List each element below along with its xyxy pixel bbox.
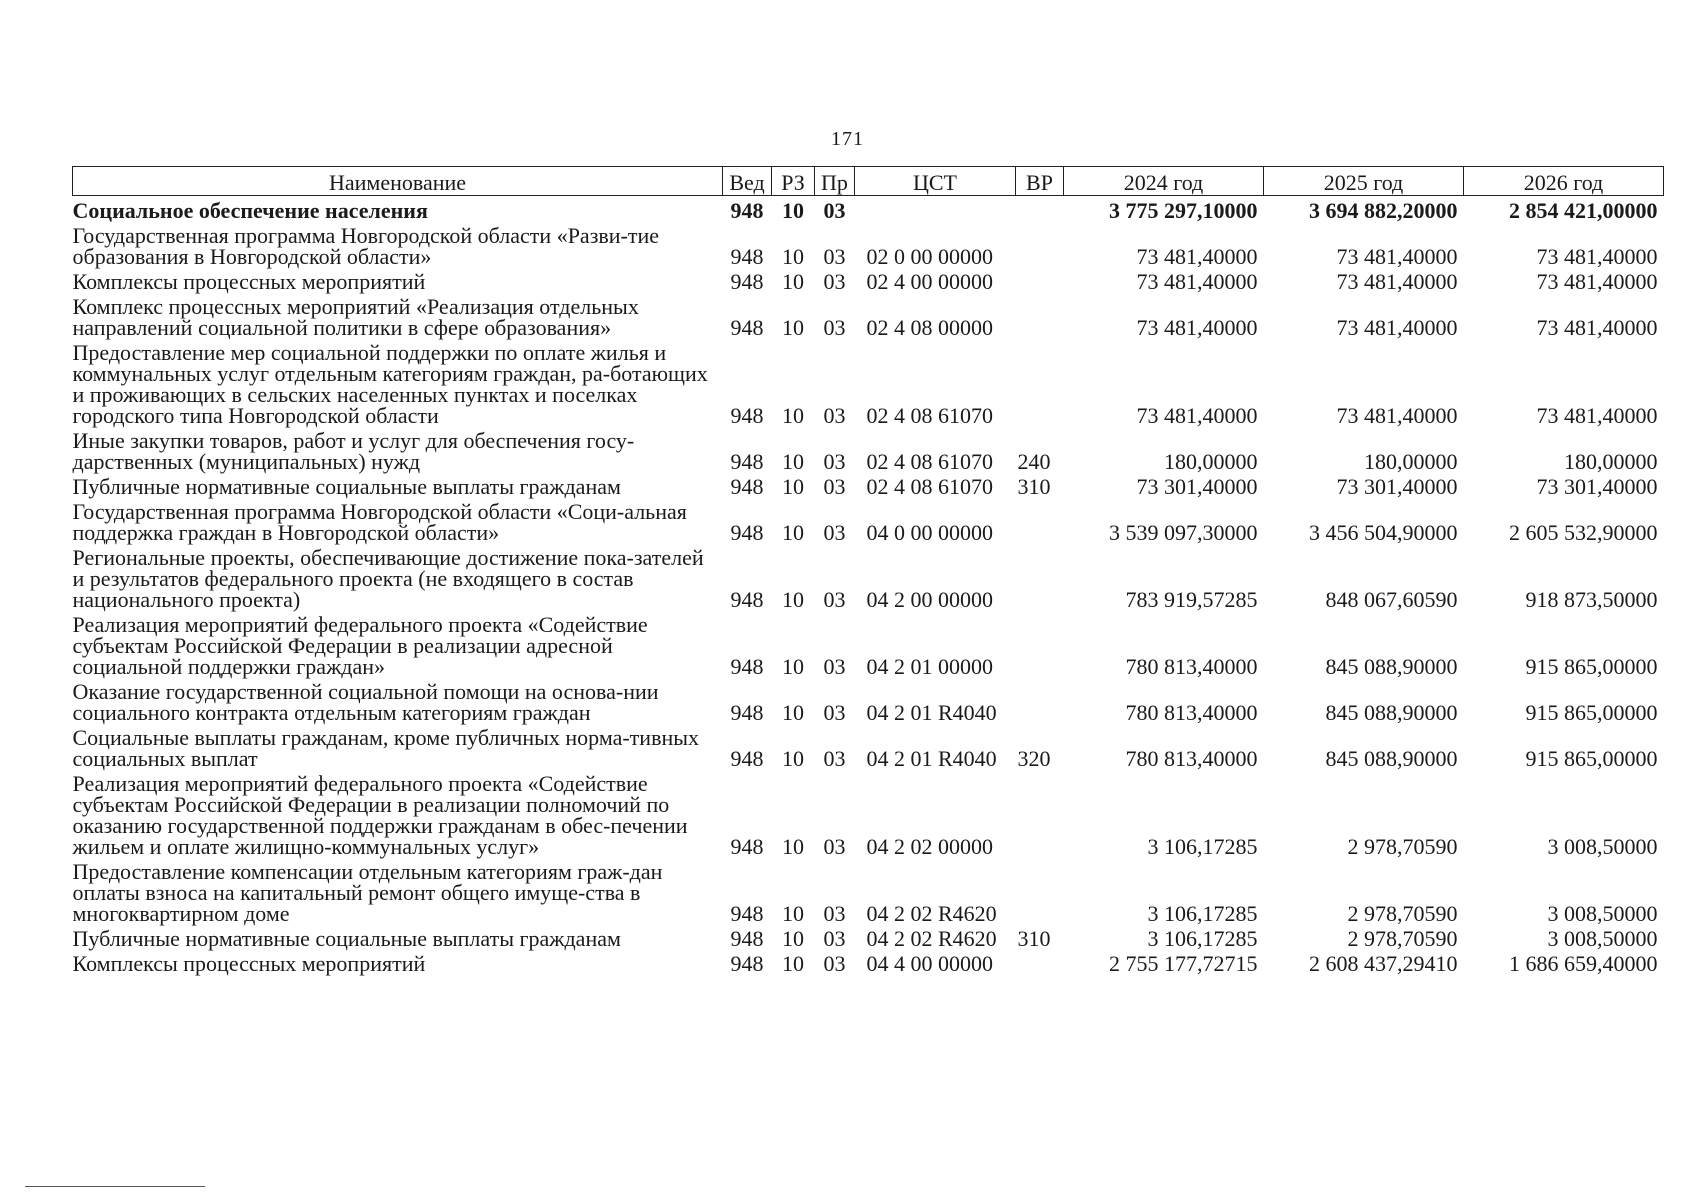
- cell-cst: 04 2 01 R4040: [866, 746, 997, 771]
- cell-rz: 10: [782, 520, 804, 545]
- header-name: Наименование: [73, 167, 723, 196]
- cell-name: Публичные нормативные социальные выплаты гражданам: [72, 474, 621, 499]
- cell-ved: 948: [730, 654, 764, 679]
- cell-rz: 10: [782, 315, 804, 340]
- cell-cst: 04 2 00 00000: [866, 587, 993, 612]
- cell-y2024: 780 813,40000: [1125, 746, 1258, 771]
- table-row: [73, 294, 1664, 340]
- cell-name: Публичные нормативные социальные выплаты гражданам: [72, 926, 621, 951]
- header-cst: ЦСТ: [855, 167, 1016, 196]
- cell-y2024: 783 919,57285: [1125, 587, 1258, 612]
- cell-vr: 310: [1017, 474, 1051, 499]
- cell-name: Иные закупки товаров, работ и услуг для обеспечения госу-дарственных (муниципальных) нужд: [72, 428, 635, 474]
- cell-vr: [1016, 269, 1064, 294]
- cell-ved: 948: [730, 403, 764, 428]
- cell-pr: 03: [823, 700, 846, 725]
- cell-cst: 04 0 00 00000: [866, 520, 993, 545]
- cell-y2025: 845 088,90000: [1325, 654, 1458, 679]
- cell-y2026: 915 865,00000: [1525, 700, 1658, 725]
- cell-y2025: 73 301,40000: [1336, 474, 1458, 499]
- cell-y2025: 73 481,40000: [1336, 244, 1458, 269]
- cell-name: Социальное обеспечение населения: [72, 198, 428, 223]
- cell-rz: 10: [782, 901, 804, 926]
- cell-cst: 04 2 01 R4040: [866, 700, 997, 725]
- header-2024: 2024 год: [1064, 167, 1264, 196]
- cell-y2025: 845 088,90000: [1325, 746, 1458, 771]
- cell-vr: 320: [1017, 746, 1051, 771]
- cell-cst: 02 4 00 00000: [866, 269, 993, 294]
- cell-rz: 10: [782, 449, 804, 474]
- cell-y2025: 73 481,40000: [1336, 403, 1458, 428]
- cell-cst: 04 2 01 00000: [866, 654, 993, 679]
- cell-name: Государственная программа Новгородской области «Разви-тие образования в Новгородской области»: [72, 223, 660, 269]
- cell-y2024: 73 481,40000: [1136, 269, 1258, 294]
- cell-y2024: 3 106,17285: [1147, 901, 1258, 926]
- cell-name: Предоставление компенсации отдельным категориям граж-дан оплаты взноса на капитальный ремонт общего имуще-ства в многоквартирном доме: [72, 859, 663, 926]
- cell-y2026: 73 481,40000: [1536, 244, 1658, 269]
- cell-cst: 04 2 02 R4620: [866, 926, 997, 951]
- cell-cst: 02 4 08 00000: [866, 315, 993, 340]
- cell-y2025: 73 481,40000: [1336, 315, 1458, 340]
- cell-y2025: 2 978,70590: [1347, 834, 1458, 859]
- cell-y2024: 73 481,40000: [1136, 315, 1258, 340]
- cell-rz: 10: [782, 403, 804, 428]
- table-row: [73, 196, 1664, 224]
- cell-rz: 10: [782, 700, 804, 725]
- cell-rz: 10: [782, 474, 804, 499]
- footer-divider: [25, 1186, 205, 1187]
- cell-cst: 04 2 02 R4620: [866, 901, 997, 926]
- table-row: [73, 725, 1664, 771]
- table-row: [73, 428, 1664, 474]
- cell-pr: 03: [823, 654, 846, 679]
- cell-ved: 948: [730, 951, 764, 976]
- cell-y2025: 845 088,90000: [1325, 700, 1458, 725]
- cell-ved: 948: [730, 269, 764, 294]
- cell-pr: 03: [823, 951, 846, 976]
- cell-ved: 948: [730, 901, 764, 926]
- cell-rz: 10: [782, 951, 804, 976]
- cell-y2026: 73 481,40000: [1536, 403, 1658, 428]
- header-2025: 2025 год: [1264, 167, 1464, 196]
- cell-pr: 03: [823, 474, 846, 499]
- cell-name: Реализация мероприятий федерального проекта «Содействие субъектам Российской Федерации в реализации адресной социальной поддержки граждан»: [72, 612, 648, 679]
- cell-ved: 948: [730, 315, 764, 340]
- cell-y2024: 3 106,17285: [1147, 834, 1258, 859]
- cell-y2024: 3 106,17285: [1147, 926, 1258, 951]
- cell-cst: 02 4 08 61070: [866, 403, 993, 428]
- cell-y2025: 2 978,70590: [1347, 926, 1458, 951]
- cell-pr: 03: [823, 926, 846, 951]
- cell-name: Государственная программа Новгородской области «Соци-альная поддержка граждан в Новгородской области»: [72, 499, 687, 545]
- table-row: [73, 859, 1664, 926]
- cell-y2025: 2 978,70590: [1347, 901, 1458, 926]
- cell-cst: 04 4 00 00000: [866, 951, 993, 976]
- cell-ved: 948: [730, 449, 764, 474]
- cell-pr: 03: [823, 269, 846, 294]
- cell-y2026: 2 605 532,90000: [1509, 520, 1658, 545]
- cell-vr: [1016, 196, 1064, 224]
- table-body: [73, 196, 1664, 977]
- table-row: [73, 223, 1664, 269]
- cell-vr: [1016, 223, 1064, 269]
- cell-pr: 03: [823, 198, 846, 223]
- cell-y2024: 73 301,40000: [1136, 474, 1258, 499]
- cell-y2026: 73 481,40000: [1536, 315, 1658, 340]
- cell-pr: 03: [823, 403, 846, 428]
- cell-ved: 948: [730, 700, 764, 725]
- cell-pr: 03: [823, 746, 846, 771]
- cell-pr: 03: [823, 449, 846, 474]
- cell-y2024: 73 481,40000: [1136, 244, 1258, 269]
- table-row: [73, 499, 1664, 545]
- cell-y2024: 780 813,40000: [1125, 700, 1258, 725]
- cell-ved: 948: [730, 244, 764, 269]
- cell-y2024: 180,00000: [1164, 449, 1258, 474]
- cell-vr: [1016, 612, 1064, 679]
- cell-name: Комплексы процессных мероприятий: [72, 269, 426, 294]
- header-ved: Вед: [723, 167, 772, 196]
- cell-ved: 948: [730, 834, 764, 859]
- cell-y2026: 1 686 659,40000: [1509, 951, 1658, 976]
- table-row: [73, 926, 1664, 951]
- cell-cst: 02 0 00 00000: [866, 244, 993, 269]
- cell-y2025: 180,00000: [1364, 449, 1458, 474]
- table-row: [73, 951, 1664, 976]
- cell-pr: 03: [823, 901, 846, 926]
- cell-vr: 240: [1017, 449, 1051, 474]
- cell-y2026: 2 854 421,00000: [1509, 198, 1658, 223]
- table-row: [73, 269, 1664, 294]
- cell-rz: 10: [782, 834, 804, 859]
- cell-ved: 948: [730, 746, 764, 771]
- cell-y2026: 180,00000: [1564, 449, 1658, 474]
- cell-y2025: 73 481,40000: [1336, 269, 1458, 294]
- cell-vr: [1016, 771, 1064, 859]
- budget-table: [72, 166, 1664, 976]
- cell-name: Социальные выплаты гражданам, кроме публичных норма-тивных социальных выплат: [72, 725, 700, 771]
- cell-vr: [1016, 679, 1064, 725]
- table-row: [73, 771, 1664, 859]
- cell-name: Реализация мероприятий федерального проекта «Содействие субъектам Российской Федерации в реализации полномочий по оказанию государственной поддержки гражданам в обес-печении жильем и оплате жилищно-коммунальных услуг»: [72, 771, 688, 859]
- cell-ved: 948: [730, 587, 764, 612]
- table-row: [73, 679, 1664, 725]
- cell-pr: 03: [823, 315, 846, 340]
- cell-y2026: 915 865,00000: [1525, 654, 1658, 679]
- table-row: [73, 612, 1664, 679]
- cell-rz: 10: [782, 746, 804, 771]
- header-rz: РЗ: [772, 167, 815, 196]
- cell-y2026: 3 008,50000: [1547, 901, 1658, 926]
- cell-rz: 10: [782, 926, 804, 951]
- cell-name: Предоставление мер социальной поддержки по оплате жилья и коммунальных услуг отдельным категориям граждан, ра-ботающих и проживающих в сельских населенных пунктах и поселках городского типа Новгородской области: [72, 340, 708, 428]
- cell-y2024: 3 775 297,10000: [1109, 198, 1258, 223]
- cell-vr: [1016, 951, 1064, 976]
- cell-vr: [1016, 499, 1064, 545]
- cell-rz: 10: [782, 198, 804, 223]
- table-header-row: [73, 167, 1664, 196]
- table-row: [73, 474, 1664, 499]
- cell-y2026: 915 865,00000: [1525, 746, 1658, 771]
- cell-vr: [1016, 340, 1064, 428]
- header-pr: Пр: [815, 167, 855, 196]
- cell-y2026: 73 301,40000: [1536, 474, 1658, 499]
- cell-name: Региональные проекты, обеспечивающие достижение пока-зателей и результатов федерального проекта (не входящего в состав национального проекта): [72, 545, 704, 612]
- cell-pr: 03: [823, 587, 846, 612]
- cell-ved: 948: [730, 198, 764, 223]
- cell-y2025: 3 694 882,20000: [1309, 198, 1458, 223]
- cell-y2025: 3 456 504,90000: [1309, 520, 1458, 545]
- cell-rz: 10: [782, 244, 804, 269]
- page-number: 171: [831, 128, 864, 150]
- cell-cst: 02 4 08 61070: [866, 449, 993, 474]
- cell-rz: 10: [782, 587, 804, 612]
- cell-y2025: 2 608 437,29410: [1309, 951, 1458, 976]
- cell-y2024: 2 755 177,72715: [1109, 951, 1258, 976]
- cell-vr: [1016, 859, 1064, 926]
- cell-vr: 310: [1017, 926, 1051, 951]
- header-2026: 2026 год: [1464, 167, 1664, 196]
- cell-name: Комплекс процессных мероприятий «Реализация отдельных направлений социальной политики в сфере образования»: [72, 294, 639, 340]
- cell-pr: 03: [823, 520, 846, 545]
- cell-pr: 03: [823, 244, 846, 269]
- cell-y2024: 780 813,40000: [1125, 654, 1258, 679]
- cell-y2025: 848 067,60590: [1325, 587, 1458, 612]
- cell-rz: 10: [782, 269, 804, 294]
- cell-y2024: 3 539 097,30000: [1109, 520, 1258, 545]
- cell-vr: [1016, 294, 1064, 340]
- cell-pr: 03: [823, 834, 846, 859]
- cell-y2026: 918 873,50000: [1525, 587, 1658, 612]
- cell-rz: 10: [782, 654, 804, 679]
- table-row: [73, 545, 1664, 612]
- cell-vr: [1016, 545, 1064, 612]
- cell-cst: 02 4 08 61070: [866, 474, 993, 499]
- cell-y2024: 73 481,40000: [1136, 403, 1258, 428]
- cell-y2026: 3 008,50000: [1547, 926, 1658, 951]
- cell-name: Комплексы процессных мероприятий: [72, 951, 426, 976]
- cell-name: Оказание государственной социальной помощи на основа-нии социального контракта отдельным категориям граждан: [72, 679, 659, 725]
- cell-ved: 948: [730, 520, 764, 545]
- table-row: [73, 340, 1664, 428]
- cell-y2026: 73 481,40000: [1536, 269, 1658, 294]
- cell-y2026: 3 008,50000: [1547, 834, 1658, 859]
- header-vr: ВР: [1016, 167, 1064, 196]
- cell-ved: 948: [730, 926, 764, 951]
- cell-cst: [855, 196, 1016, 224]
- cell-cst: 04 2 02 00000: [866, 834, 993, 859]
- cell-ved: 948: [730, 474, 764, 499]
